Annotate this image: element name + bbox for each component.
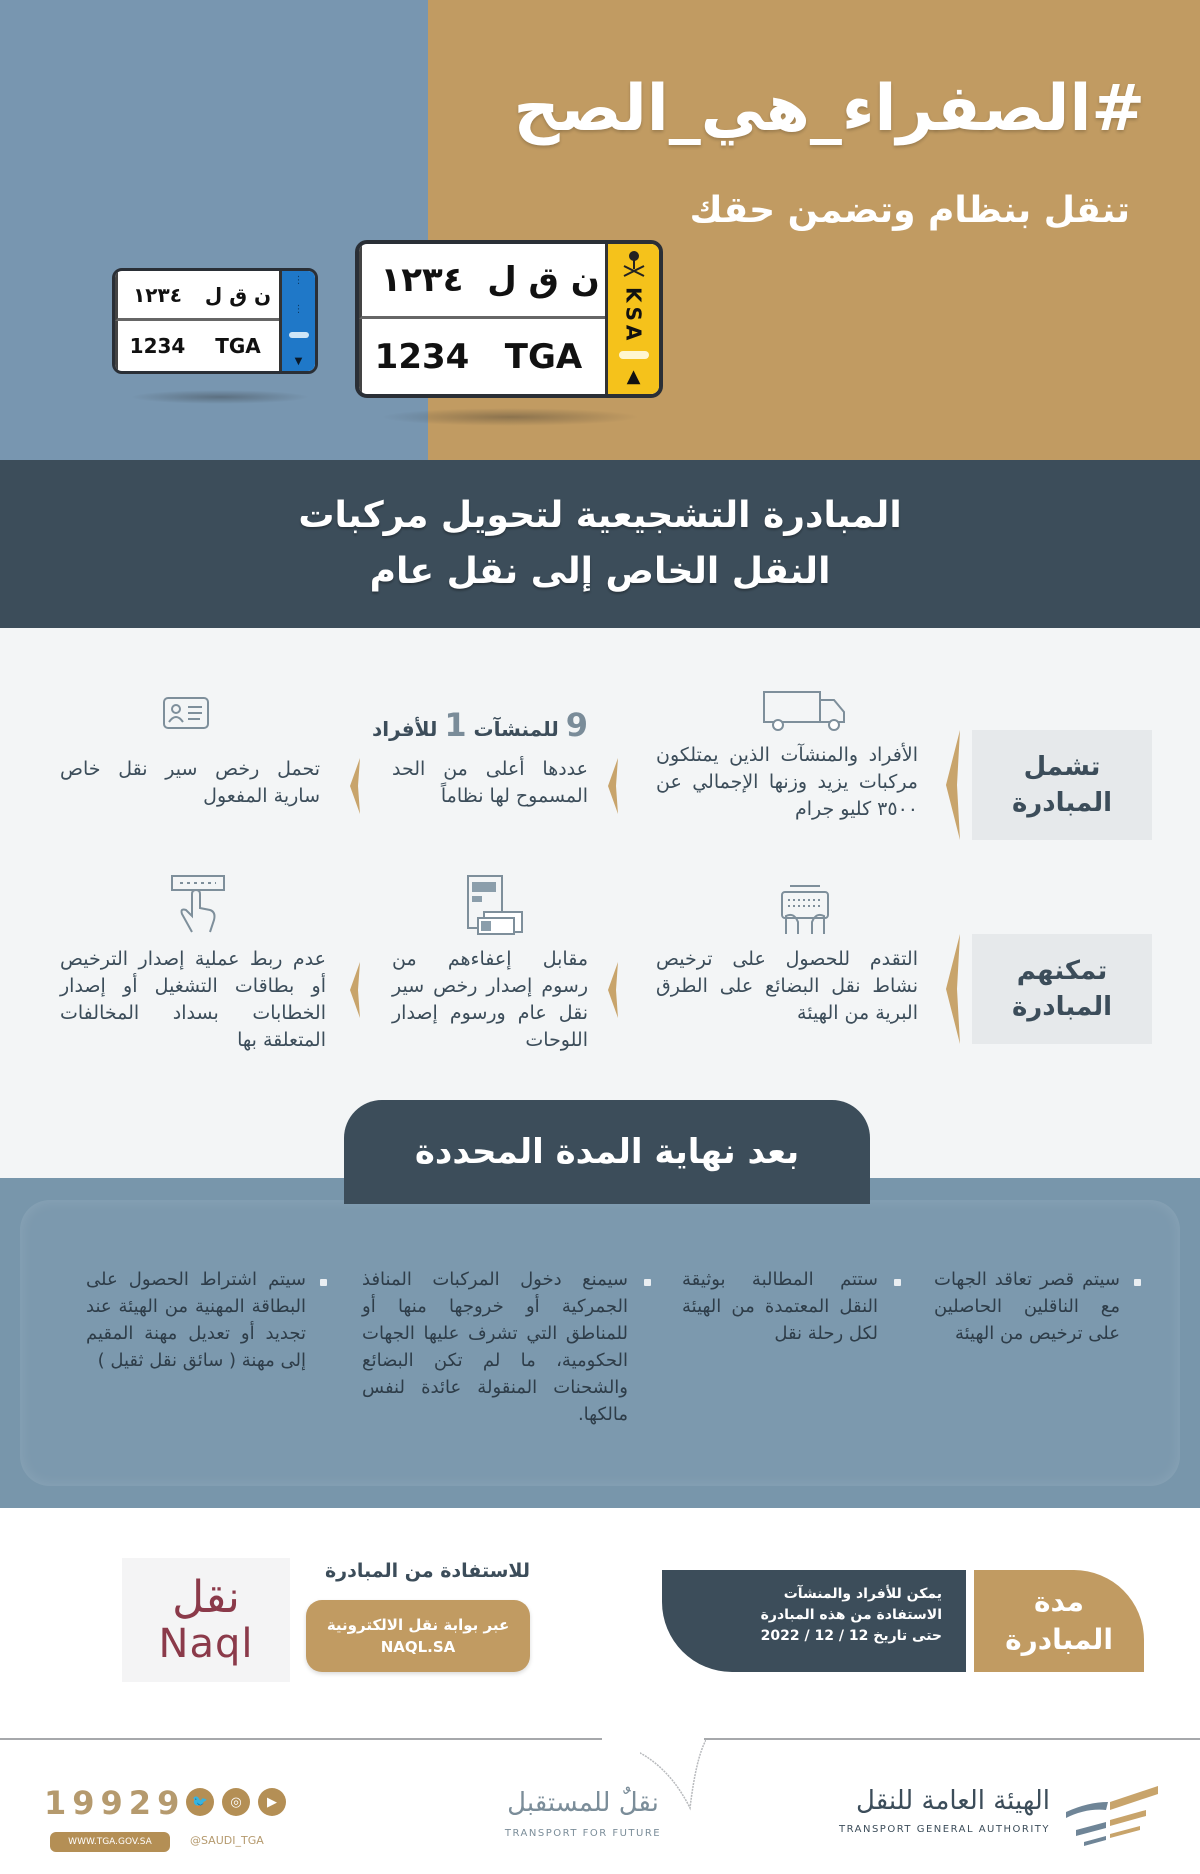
naql-button-line1: عبر بوابة نقل الالكترونية [326, 1616, 510, 1634]
banner-title-line1: المبادرة التشجيعية لتحويل مركبات [298, 495, 902, 536]
after-period-bullet-1: سيتم قصر تعاقد الجهات مع الناقلين الحاصلين على ترخيص من الهيئة [934, 1269, 1120, 1344]
duration-info [662, 1570, 966, 1672]
bullet-icon [320, 1279, 327, 1286]
naql-title: للاستفادة من المبادرة [324, 1560, 530, 1582]
country-code: KSA [621, 286, 646, 345]
plate-arabic-digits: ١٢٣٤ [115, 271, 197, 321]
enables-label [972, 934, 1152, 1044]
plate-yellow-strip [605, 244, 659, 394]
private-plate-small [112, 268, 318, 374]
naql-button-url: NAQL.SA [380, 1638, 456, 1656]
chevron-left-icon [346, 758, 360, 814]
initiative-banner [0, 460, 1200, 628]
includes-item-2: عددها أعلى من الحد المسموح لها نظاماً [392, 758, 588, 807]
id-card-icon [160, 694, 212, 738]
plate-latin-digits: 1234 [359, 319, 482, 394]
tga-name-en: TRANSPORT GENERAL AUTHORITY [838, 1824, 1050, 1835]
dots-icon: ⋮ [293, 303, 304, 315]
after-period-title: بعد نهاية المدة المحددة [344, 1100, 870, 1204]
documents-icon [466, 874, 526, 940]
naql-logo [122, 1558, 290, 1682]
triangle-down-icon: ▼ [294, 355, 303, 367]
instagram-icon[interactable]: ◎ [222, 1788, 250, 1816]
keyboard-hands-icon [776, 882, 834, 942]
establishments-label: للمنشآت [473, 717, 559, 741]
includes-item-3: تحمل رخص سير نقل خاص سارية المفعول [60, 758, 320, 807]
includes-label-line2: المبادرة [1011, 788, 1113, 818]
footer-divider [704, 1738, 1200, 1740]
truck-icon [762, 690, 848, 736]
plate-blue-strip [279, 271, 315, 371]
tga-name-ar: الهيئة العامة للنقل [856, 1786, 1050, 1816]
duration-label-line1: مدة [1033, 1585, 1085, 1618]
enables-item-3: عدم ربط عملية إصدار الترخيص أو بطاقات التشغيل أو إصدار الخطابات بسداد المخالفات المتعلقة بها [60, 948, 326, 1051]
band-icon [289, 332, 309, 338]
plate-arabic-letters: ن ق ل [197, 271, 279, 321]
duration-text-line1: يمكن للأفراد والمنشآت [783, 1586, 942, 1602]
chevron-left-icon [946, 934, 960, 1044]
after-period-bullet-4: سيتم اشتراط الحصول على البطاقة المهنية من الهيئة عند تجديد أو تعديل مهنة المقيم إلى مهنة ( سائق نقل ثقيل ) [86, 1269, 306, 1371]
plate-latin-digits: 1234 [115, 321, 197, 371]
bullet-icon [1134, 1279, 1141, 1286]
phone-number[interactable]: 19929 [44, 1784, 186, 1822]
tga-logo-icon [1062, 1782, 1162, 1846]
slogan-ar: نقلٌ للمستقبل [507, 1788, 659, 1818]
enables-label-line1: تمكنهم [1016, 956, 1108, 986]
individuals-label: للأفراد [371, 717, 438, 741]
plate-arabic-digits: ١٢٣٤ [359, 244, 482, 319]
twitter-icon[interactable]: 🐦 [186, 1788, 214, 1816]
website-link[interactable]: WWW.TGA.GOV.SA [50, 1832, 170, 1852]
plate-shadow [380, 408, 640, 426]
duration-end-date: حتى تاريخ 12 / 12 / 2022 [760, 1628, 942, 1644]
chevron-left-icon [946, 730, 960, 840]
enables-item-1: التقدم للحصول على ترخيص نشاط نقل البضائع على الطرق البرية من الهيئة [656, 948, 918, 1024]
hero-section [0, 0, 1200, 460]
footer-divider [0, 1738, 602, 1740]
naql-logo-en: Naql [158, 1621, 254, 1667]
enables-label-line2: المبادرة [1011, 992, 1113, 1022]
band-icon [619, 351, 649, 359]
plate-arabic-letters: ن ق ل [482, 244, 605, 319]
hashtag-title: #الصفراء_هي_الصح [513, 72, 1145, 146]
establishments-count: 9 [565, 706, 588, 744]
duration-label [974, 1570, 1144, 1672]
plate-latin-letters: TGA [504, 336, 583, 377]
naql-logo-ar: نقل [172, 1572, 240, 1623]
bullet-icon [894, 1279, 901, 1286]
plate-latin-letters: TGA [215, 334, 261, 358]
duration-label-line2: المبادرة [1005, 1623, 1113, 1656]
banner-title-line2: النقل الخاص إلى نقل عام [369, 551, 831, 592]
duration-text-line2: الاستفادة من هذه المبادرة [760, 1607, 942, 1623]
bullet-icon [644, 1279, 651, 1286]
chevron-left-icon [604, 758, 618, 814]
commercial-plate-large [355, 240, 663, 398]
palm-swords-emblem-icon [621, 250, 647, 280]
tagline: تنقل بنظام وتضمن حقك [689, 190, 1130, 231]
chevron-left-icon [604, 962, 618, 1018]
plate-shadow [130, 390, 310, 404]
after-period-bullet-2: ستتم المطالبة بوثيقة النقل المعتمدة من الهيئة لكل رحلة نقل [682, 1269, 878, 1344]
dots-icon: ⋮ [293, 275, 304, 286]
individuals-count: 1 [444, 706, 467, 744]
includes-label-line1: تشمل [1023, 752, 1101, 782]
social-handle[interactable]: @SAUDI_TGA [190, 1834, 264, 1847]
includes-label [972, 730, 1152, 840]
triangle-up-icon: ▲ [626, 365, 641, 387]
touch-screen-icon [170, 874, 226, 938]
after-period-bullet-3: سيمنع دخول المركبات المنافذ الجمركية أو خروجها منها أو للمناطق التي تشرف عليها الجهات الحكومية، ما لم تكن البضائع والشحنات المنقولة عائدة لنفس مالكها. [362, 1269, 628, 1425]
youtube-icon[interactable]: ▶ [258, 1788, 286, 1816]
enables-item-2: مقابل إعفاءهم من رسوم إصدار رخص سير نقل عام ورسوم إصدار اللوحات [392, 948, 588, 1051]
includes-item-1: الأفراد والمنشآت الذين يمتلكون مركبات يزيد وزنها الإجمالي عن ٣٥٠٠ كليو جرام [656, 744, 918, 820]
vehicle-count [372, 706, 588, 744]
slogan-en: TRANSPORT FOR FUTURE [504, 1828, 662, 1839]
chevron-left-icon [346, 962, 360, 1018]
naql-portal-button[interactable] [306, 1600, 530, 1672]
